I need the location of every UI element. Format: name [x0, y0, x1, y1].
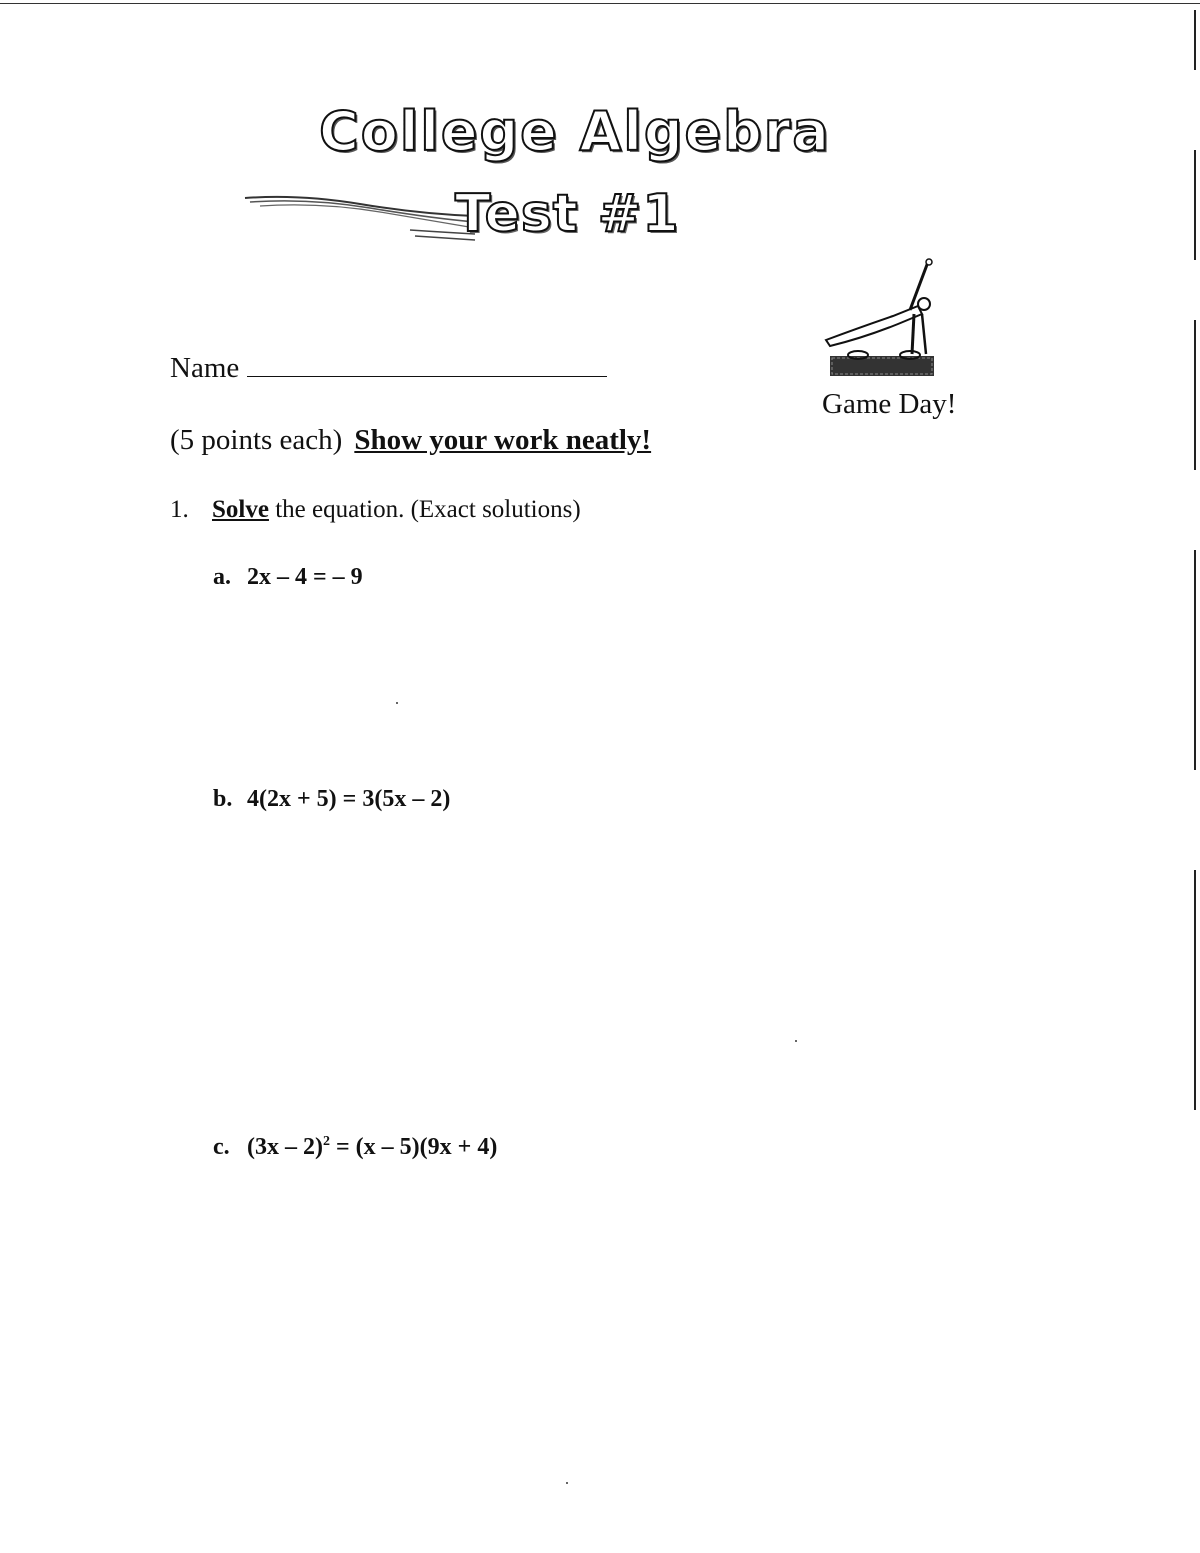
show-work-note: Show your work neatly!	[354, 424, 652, 456]
question-1b	[213, 786, 450, 813]
equation-rest: = (x – 5)(9x + 4)	[329, 1134, 498, 1160]
scan-speck	[396, 702, 398, 704]
equation-exponent: 2	[322, 1134, 330, 1149]
part-letter: b.	[213, 786, 233, 812]
top-rule	[0, 3, 1200, 4]
question-verb: Solve	[212, 496, 269, 523]
scan-edge-mark	[1194, 10, 1196, 70]
scan-edge-mark	[1194, 550, 1196, 770]
equation-base: (3x – 2)	[247, 1134, 323, 1160]
scan-edge-mark	[1194, 870, 1196, 1110]
question-text: the equation. (Exact solutions)	[268, 496, 581, 523]
subtitle-banner	[240, 186, 710, 256]
name-label: Name	[170, 352, 240, 384]
page-title: College Algebra	[0, 100, 1150, 163]
part-letter: a.	[213, 564, 231, 590]
scan-edge-mark	[1194, 320, 1196, 470]
part-letter: c.	[213, 1134, 230, 1160]
scan-speck	[795, 1040, 797, 1042]
gymnast-icon	[818, 258, 943, 383]
swoosh-graphic	[240, 186, 480, 246]
equation: 2x – 4 = – 9	[247, 564, 363, 590]
question-1	[170, 496, 581, 524]
question-number: 1.	[170, 496, 189, 523]
test-number: Test #1	[455, 184, 680, 244]
name-row	[170, 352, 607, 385]
scan-speck	[566, 1482, 568, 1484]
equation: 4(2x + 5) = 3(5x – 2)	[247, 786, 451, 812]
mascot-caption: Game Day!	[822, 388, 957, 420]
name-blank[interactable]	[247, 352, 607, 377]
instructions	[170, 424, 651, 457]
scan-edge-mark	[1194, 150, 1196, 260]
points-note: (5 points each)	[170, 424, 343, 456]
question-1a	[213, 564, 363, 591]
question-1c	[213, 1134, 497, 1161]
